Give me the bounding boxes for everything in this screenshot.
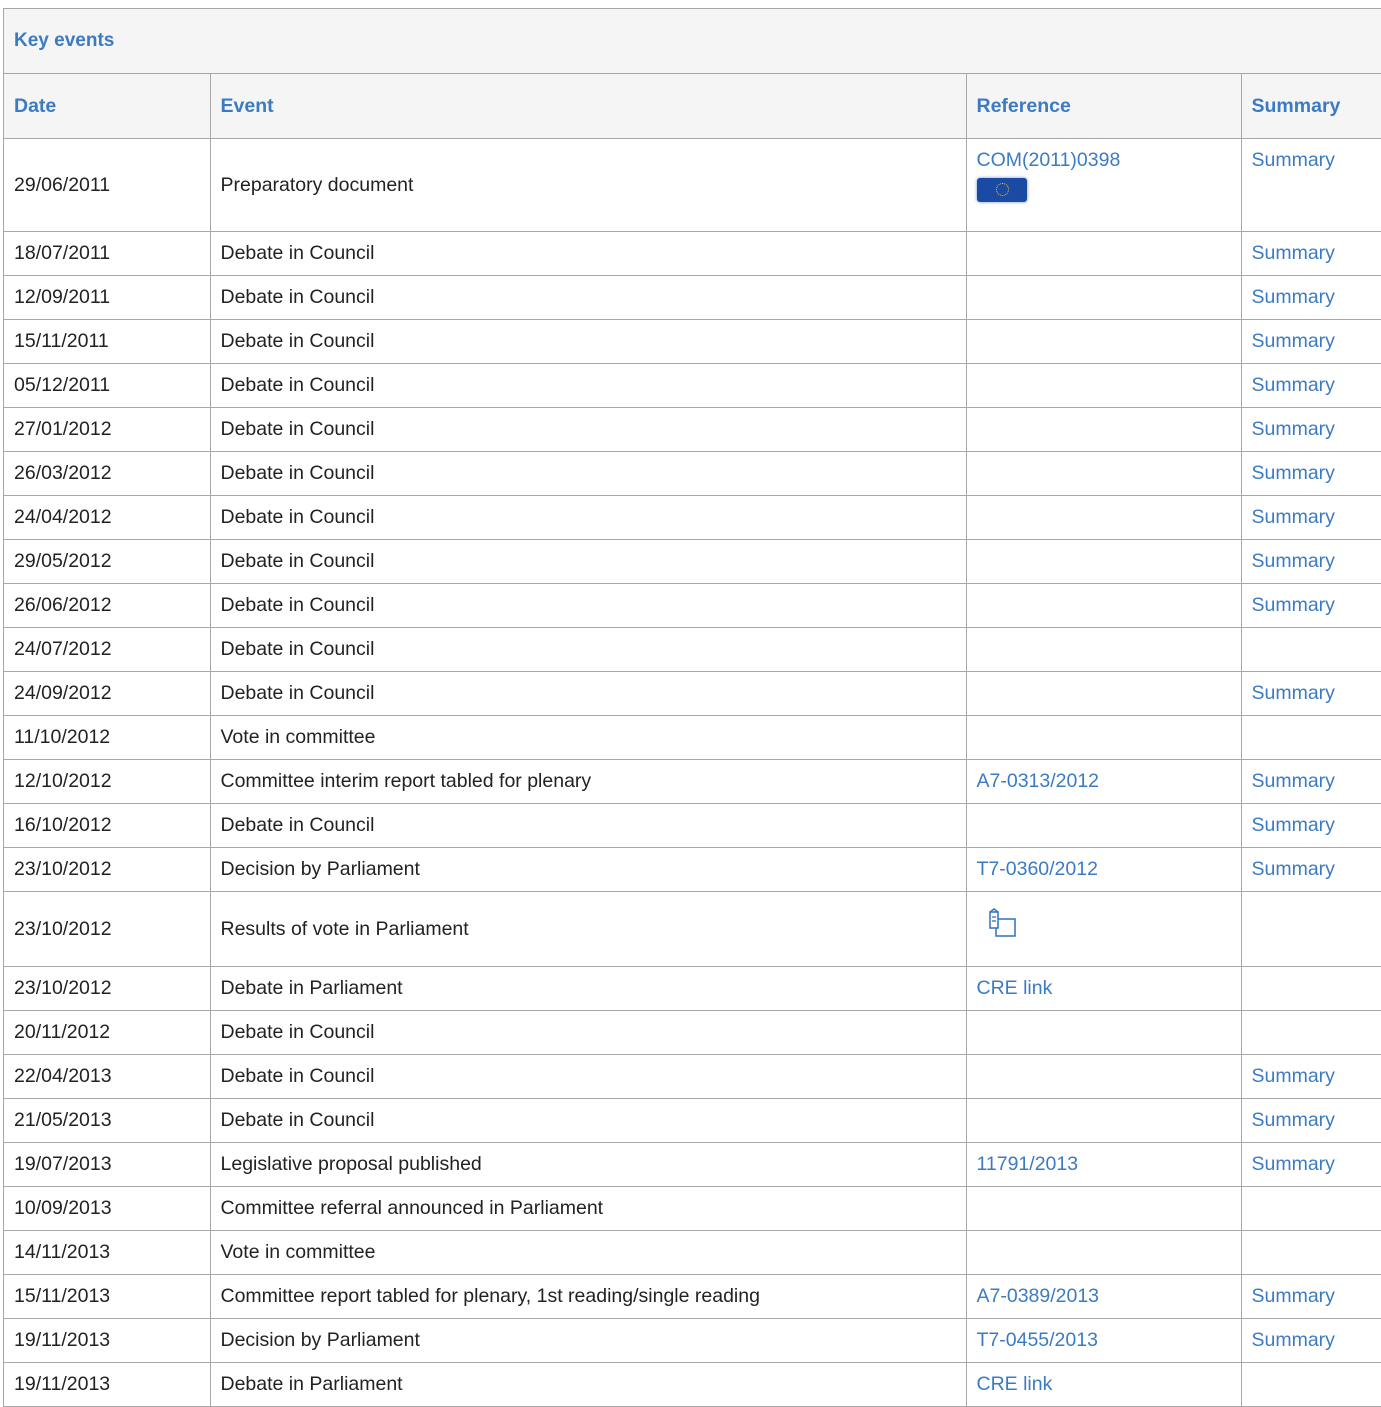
event-name: Debate in Council [210, 628, 966, 672]
event-date: 26/03/2012 [4, 452, 210, 496]
summary-link[interactable]: Summary [1241, 1055, 1381, 1099]
reference-cell [966, 892, 1241, 967]
reference-link [966, 1187, 1241, 1231]
table-row [4, 1055, 1381, 1099]
table-row [4, 1011, 1381, 1055]
summary-link[interactable]: Summary [1241, 139, 1381, 232]
table-row [4, 584, 1381, 628]
eu-flag-icon[interactable] [977, 178, 1027, 202]
reference-link [966, 364, 1241, 408]
event-date: 21/05/2013 [4, 1099, 210, 1143]
event-name: Debate in Council [210, 1099, 966, 1143]
summary-link[interactable]: Summary [1241, 1319, 1381, 1363]
event-date: 05/12/2011 [4, 364, 210, 408]
panel-title: Key events [4, 8, 1381, 74]
summary-link[interactable]: Summary [1241, 408, 1381, 452]
summary-link[interactable]: Summary [1241, 540, 1381, 584]
event-name: Debate in Council [210, 584, 966, 628]
table-row [4, 1275, 1381, 1319]
summary-link[interactable]: Summary [1241, 276, 1381, 320]
summary-link[interactable]: Summary [1241, 452, 1381, 496]
reference-link[interactable]: COM(2011)0398 [976, 149, 1121, 171]
table-row [4, 892, 1381, 967]
summary-link[interactable]: Summary [1241, 364, 1381, 408]
table-row [4, 232, 1381, 276]
summary-link [1241, 1363, 1381, 1407]
reference-link [966, 584, 1241, 628]
column-header-summary[interactable]: Summary [1241, 74, 1381, 139]
event-date: 16/10/2012 [4, 804, 210, 848]
reference-link [966, 320, 1241, 364]
summary-link[interactable]: Summary [1241, 1275, 1381, 1319]
event-name: Debate in Council [210, 320, 966, 364]
table-row [4, 1319, 1381, 1363]
summary-link[interactable]: Summary [1241, 496, 1381, 540]
event-name: Debate in Parliament [210, 967, 966, 1011]
vote-results-icon[interactable] [981, 906, 1021, 946]
reference-link [966, 1055, 1241, 1099]
reference-link [966, 1011, 1241, 1055]
column-header-reference[interactable]: Reference [966, 74, 1241, 139]
summary-link [1241, 1231, 1381, 1275]
event-date: 15/11/2013 [4, 1275, 210, 1319]
table-row [4, 848, 1381, 892]
table-row [4, 760, 1381, 804]
event-name: Committee referral announced in Parliament [210, 1187, 966, 1231]
reference-link[interactable]: 11791/2013 [966, 1143, 1241, 1187]
event-date: 26/06/2012 [4, 584, 210, 628]
event-date: 27/01/2012 [4, 408, 210, 452]
event-name: Preparatory document [210, 139, 966, 232]
event-name: Decision by Parliament [210, 848, 966, 892]
event-date: 19/07/2013 [4, 1143, 210, 1187]
event-name: Committee interim report tabled for plenary [210, 760, 966, 804]
reference-link[interactable]: CRE link [966, 1363, 1241, 1407]
column-header-event[interactable]: Event [210, 74, 966, 139]
key-events-table [4, 74, 1381, 1407]
summary-link [1241, 892, 1381, 967]
summary-link [1241, 1187, 1381, 1231]
event-name: Debate in Council [210, 540, 966, 584]
table-row [4, 1363, 1381, 1407]
reference-link [966, 628, 1241, 672]
event-date: 22/04/2013 [4, 1055, 210, 1099]
table-row [4, 276, 1381, 320]
column-header-date[interactable]: Date [4, 74, 210, 139]
event-date: 19/11/2013 [4, 1319, 210, 1363]
table-row [4, 967, 1381, 1011]
event-date: 20/11/2012 [4, 1011, 210, 1055]
event-name: Legislative proposal published [210, 1143, 966, 1187]
event-date: 19/11/2013 [4, 1363, 210, 1407]
reference-link [966, 540, 1241, 584]
event-name: Debate in Council [210, 1011, 966, 1055]
event-date: 23/10/2012 [4, 967, 210, 1011]
table-row [4, 1099, 1381, 1143]
table-row [4, 408, 1381, 452]
event-date: 29/06/2011 [4, 139, 210, 232]
reference-link[interactable]: T7-0455/2013 [966, 1319, 1241, 1363]
event-date: 18/07/2011 [4, 232, 210, 276]
event-name: Debate in Council [210, 408, 966, 452]
reference-link[interactable]: A7-0313/2012 [966, 760, 1241, 804]
event-name: Debate in Council [210, 364, 966, 408]
reference-link [966, 716, 1241, 760]
summary-link[interactable]: Summary [1241, 1143, 1381, 1187]
table-row [4, 716, 1381, 760]
event-date: 10/09/2013 [4, 1187, 210, 1231]
reference-link [966, 408, 1241, 452]
reference-cell [966, 139, 1241, 232]
table-row [4, 672, 1381, 716]
event-name: Debate in Parliament [210, 1363, 966, 1407]
event-name: Debate in Council [210, 232, 966, 276]
event-date: 14/11/2013 [4, 1231, 210, 1275]
summary-link [1241, 1011, 1381, 1055]
event-name: Debate in Council [210, 804, 966, 848]
table-header-row [4, 74, 1381, 139]
event-name: Vote in committee [210, 1231, 966, 1275]
reference-link[interactable]: A7-0389/2013 [966, 1275, 1241, 1319]
event-name: Committee report tabled for plenary, 1st reading/single reading [210, 1275, 966, 1319]
event-date: 23/10/2012 [4, 892, 210, 967]
event-date: 29/05/2012 [4, 540, 210, 584]
summary-link[interactable]: Summary [1241, 804, 1381, 848]
table-row [4, 496, 1381, 540]
table-row [4, 1231, 1381, 1275]
event-date: 12/10/2012 [4, 760, 210, 804]
table-row [4, 1143, 1381, 1187]
reference-link [966, 496, 1241, 540]
reference-link [966, 452, 1241, 496]
table-row [4, 364, 1381, 408]
event-name: Vote in committee [210, 716, 966, 760]
event-name: Debate in Council [210, 276, 966, 320]
event-date: 15/11/2011 [4, 320, 210, 364]
summary-link[interactable]: Summary [1241, 320, 1381, 364]
event-date: 24/04/2012 [4, 496, 210, 540]
table-row [4, 452, 1381, 496]
reference-link [966, 1231, 1241, 1275]
reference-link [966, 804, 1241, 848]
summary-link[interactable]: Summary [1241, 760, 1381, 804]
reference-link [966, 232, 1241, 276]
summary-link[interactable]: Summary [1241, 672, 1381, 716]
reference-link[interactable]: T7-0360/2012 [966, 848, 1241, 892]
summary-link [1241, 628, 1381, 672]
event-date: 12/09/2011 [4, 276, 210, 320]
event-name: Debate in Council [210, 452, 966, 496]
summary-link [1241, 716, 1381, 760]
event-date: 24/07/2012 [4, 628, 210, 672]
reference-link [966, 1099, 1241, 1143]
summary-link[interactable]: Summary [1241, 1099, 1381, 1143]
summary-link [1241, 967, 1381, 1011]
event-name: Debate in Council [210, 496, 966, 540]
table-row [4, 628, 1381, 672]
table-row [4, 804, 1381, 848]
summary-link[interactable]: Summary [1241, 848, 1381, 892]
event-date: 23/10/2012 [4, 848, 210, 892]
summary-link[interactable]: Summary [1241, 584, 1381, 628]
event-date: 24/09/2012 [4, 672, 210, 716]
event-name: Debate in Council [210, 1055, 966, 1099]
event-name: Results of vote in Parliament [210, 892, 966, 967]
key-events-panel [3, 8, 1381, 1407]
event-name: Decision by Parliament [210, 1319, 966, 1363]
event-date: 11/10/2012 [4, 716, 210, 760]
summary-link[interactable]: Summary [1241, 232, 1381, 276]
table-row [4, 540, 1381, 584]
event-name: Debate in Council [210, 672, 966, 716]
reference-link[interactable]: CRE link [966, 967, 1241, 1011]
table-row [4, 320, 1381, 364]
reference-link [966, 276, 1241, 320]
table-row [4, 139, 1381, 232]
table-row [4, 1187, 1381, 1231]
reference-link [966, 672, 1241, 716]
